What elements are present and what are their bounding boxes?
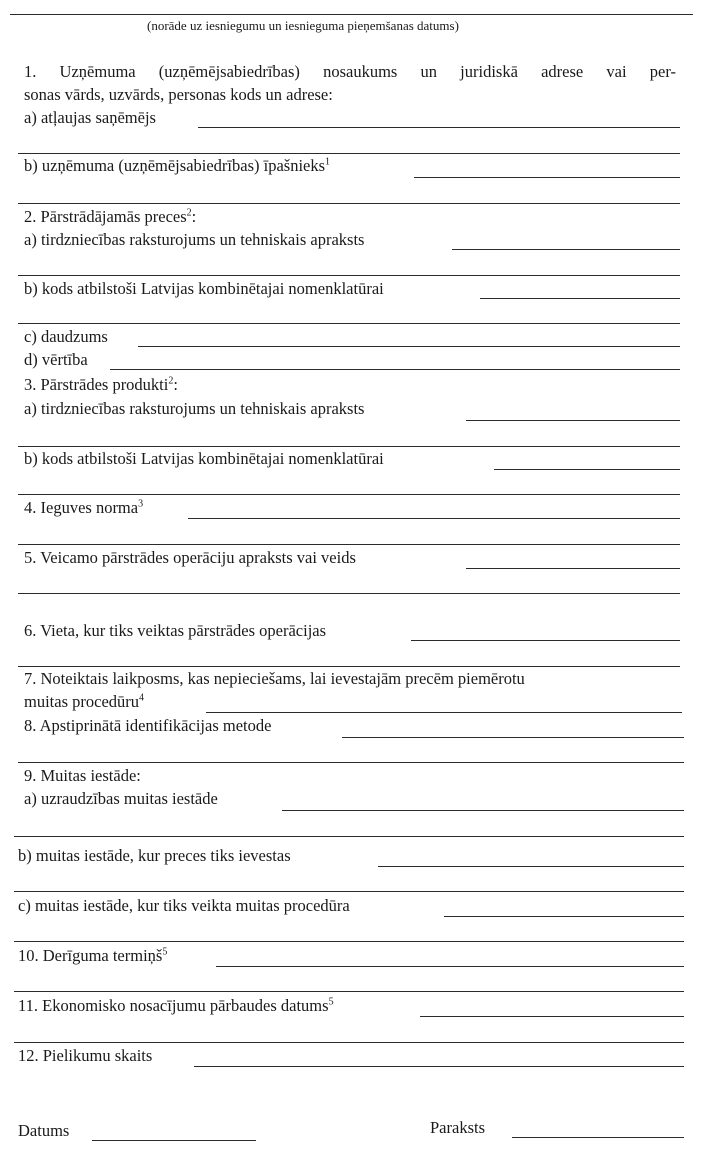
reference-line[interactable]: [10, 14, 693, 15]
q2d-field[interactable]: [110, 369, 680, 370]
q8-field[interactable]: [342, 737, 684, 738]
q3a-field[interactable]: [466, 420, 680, 421]
q8-field-2[interactable]: [18, 762, 684, 763]
footnote-4: 4: [139, 692, 145, 704]
q1a-label: a) atļaujas saņēmējs: [24, 108, 156, 127]
q9c-field-2[interactable]: [14, 941, 684, 942]
q2a-field[interactable]: [452, 249, 680, 250]
q6-label: 6. Vieta, kur tiks veiktas pārstrādes operācijas: [24, 621, 327, 640]
q11-field[interactable]: [420, 1016, 684, 1017]
q3-heading: 3. Pārstrādes produkti$^2$:: [24, 375, 178, 394]
q1b-field[interactable]: [414, 177, 680, 178]
q9c-label: c) muitas iestāde, kur tiks veikta muitas procedūra: [18, 896, 350, 915]
q2d-label: d) vērtība: [24, 350, 88, 369]
q2c-field[interactable]: [138, 346, 680, 347]
q4-field[interactable]: [188, 518, 680, 519]
q1b-label: b) uzņēmuma (uzņēmējsabiedrības) īpašnieks$^1$: [24, 156, 331, 175]
q3b-field[interactable]: [494, 469, 680, 470]
q11-label: 11. Ekonomisko nosacījumu pārbaudes datums$^5$: [18, 996, 334, 1015]
q9a-field[interactable]: [282, 810, 684, 811]
q1-heading-line1: 1. Uzņēmuma (uzņēmējsabiedrības) nosaukums un juridiskā adrese vai per-: [24, 62, 676, 81]
q4-label: 4. Ieguves norma$^3$: [24, 498, 144, 517]
q10-field-2[interactable]: [14, 991, 684, 992]
footnote-2b: 2: [168, 375, 174, 387]
date-field[interactable]: [92, 1140, 256, 1141]
q2a-field-2[interactable]: [18, 275, 680, 276]
q10-field[interactable]: [216, 966, 684, 967]
q1a-field-2[interactable]: [18, 153, 680, 154]
q9-heading: 9. Muitas iestāde:: [24, 766, 141, 785]
q6-field[interactable]: [411, 640, 680, 641]
date-label: Datums: [18, 1121, 70, 1140]
signature-field[interactable]: [512, 1137, 684, 1138]
q8-label: 8. Apstiprinātā identifikācijas metode: [24, 716, 272, 735]
q3a-field-2[interactable]: [18, 446, 680, 447]
q1a-field[interactable]: [198, 127, 680, 128]
signature-label: Paraksts: [430, 1118, 485, 1137]
q4-field-2[interactable]: [18, 544, 680, 545]
q1-heading-line2: sonas vārds, uzvārds, personas kods un adrese:: [24, 85, 333, 104]
q7-label-line2: muitas procedūru$^4$: [24, 692, 145, 711]
q7-label-line1: 7. Noteiktais laikposms, kas nepieciešams, lai ievestajām precēm piemērotu: [24, 669, 525, 688]
q3b-label: b) kods atbilstoši Latvijas kombinētajai nomenklatūrai: [24, 449, 384, 468]
q5-field-2[interactable]: [18, 593, 680, 594]
q11-field-2[interactable]: [14, 1042, 684, 1043]
q2-heading: 2. Pārstrādājamās preces$^2$:: [24, 207, 197, 226]
q3a-label: a) tirdzniecības raksturojums un tehniskais apraksts: [24, 399, 365, 418]
q10-label: 10. Derīguma termiņš$^5$: [18, 946, 168, 965]
q2c-label: c) daudzums: [24, 327, 108, 346]
q2b-field[interactable]: [480, 298, 680, 299]
footnote-5: 5: [162, 946, 168, 958]
footnote-5b: 5: [328, 996, 334, 1008]
q9b-label: b) muitas iestāde, kur preces tiks ievestas: [18, 846, 291, 865]
q3b-field-2[interactable]: [18, 494, 680, 495]
q12-label: 12. Pielikumu skaits: [18, 1046, 153, 1065]
footnote-1: 1: [325, 156, 331, 168]
q2a-label: a) tirdzniecības raksturojums un tehniskais apraksts: [24, 230, 365, 249]
q7-field[interactable]: [206, 712, 682, 713]
q2b-label: b) kods atbilstoši Latvijas kombinētajai nomenklatūrai: [24, 279, 384, 298]
q9c-field[interactable]: [444, 916, 684, 917]
q9b-field-2[interactable]: [14, 891, 684, 892]
q9b-field[interactable]: [378, 866, 684, 867]
q5-label: 5. Veicamo pārstrādes operāciju apraksts vai veids: [24, 548, 356, 567]
q2b-field-2[interactable]: [18, 323, 680, 324]
q9a-label: a) uzraudzības muitas iestāde: [24, 789, 218, 808]
q1b-field-2[interactable]: [18, 203, 680, 204]
q5-field[interactable]: [466, 568, 680, 569]
q12-field[interactable]: [194, 1066, 684, 1067]
q6-field-2[interactable]: [18, 666, 680, 667]
footnote-3: 3: [138, 498, 144, 510]
reference-caption: (norāde uz iesniegumu un iesnieguma pieņemšanas datums): [147, 18, 459, 33]
footnote-2: 2: [186, 207, 192, 219]
q9a-field-2[interactable]: [14, 836, 684, 837]
